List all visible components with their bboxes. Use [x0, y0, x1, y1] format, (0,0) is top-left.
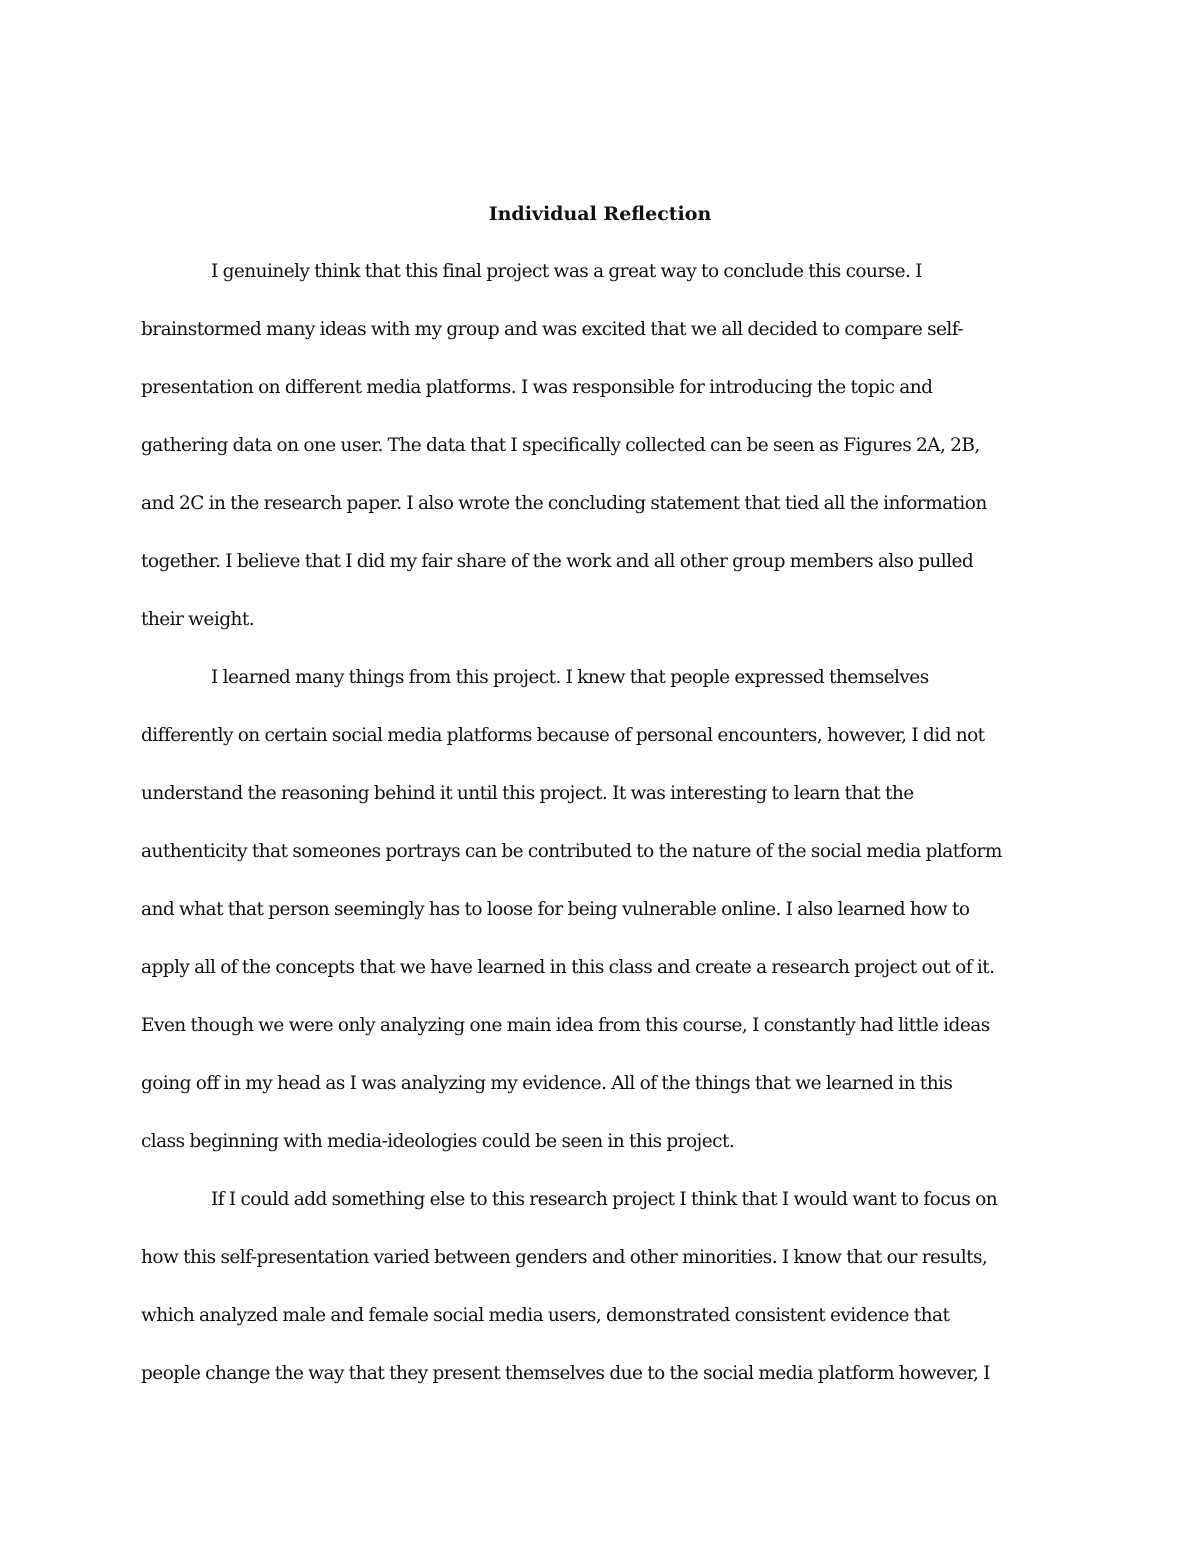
- paragraph-2-line-1: I learned many things from this project. I knew that people expressed themselves: [211, 667, 929, 688]
- paragraph-2-line-4: authenticity that someones portrays can be contributed to the nature of the social media platform: [141, 841, 1002, 862]
- paragraph-1-line-1: I genuinely think that this final project was a great way to conclude this course. I: [211, 261, 922, 282]
- paragraph-3-line-2: how this self-presentation varied between genders and other minorities. I know that our results,: [141, 1247, 988, 1268]
- paragraph-1-line-2: brainstormed many ideas with my group and was excited that we all decided to compare self-: [141, 319, 964, 340]
- paragraph-2-line-6: apply all of the concepts that we have learned in this class and create a research project out of it.: [141, 957, 995, 978]
- paragraph-1-line-6: together. I believe that I did my fair share of the work and all other group members also pulled: [141, 551, 974, 572]
- paragraph-2-line-7: Even though we were only analyzing one main idea from this course, I constantly had little ideas: [141, 1015, 990, 1036]
- paragraph-2-line-9: class beginning with media-ideologies could be seen in this project.: [141, 1131, 735, 1152]
- paragraph-1-line-4: gathering data on one user. The data that I specifically collected can be seen as Figures 2A, 2B,: [141, 435, 980, 456]
- paragraph-2-line-3: understand the reasoning behind it until this project. It was interesting to learn that the: [141, 783, 914, 804]
- paragraph-3-line-1: If I could add something else to this research project I think that I would want to focus on: [211, 1189, 998, 1210]
- paragraph-2-line-2: differently on certain social media platforms because of personal encounters, however, I did not: [141, 725, 985, 746]
- paragraph-1-line-3: presentation on different media platforms. I was responsible for introducing the topic and: [141, 377, 933, 398]
- paragraph-2-line-8: going off in my head as I was analyzing my evidence. All of the things that we learned in this: [141, 1073, 953, 1094]
- paragraph-3-line-4: people change the way that they present themselves due to the social media platform however, I: [141, 1363, 990, 1384]
- document-title: Individual Reflection: [488, 203, 712, 225]
- paragraph-1-line-7: their weight.: [141, 609, 255, 630]
- paragraph-2-line-5: and what that person seemingly has to loose for being vulnerable online. I also learned how to: [141, 899, 970, 920]
- paragraph-3-line-3: which analyzed male and female social media users, demonstrated consistent evidence that: [141, 1305, 950, 1326]
- paragraph-1-line-5: and 2C in the research paper. I also wrote the concluding statement that tied all the information: [141, 493, 987, 514]
